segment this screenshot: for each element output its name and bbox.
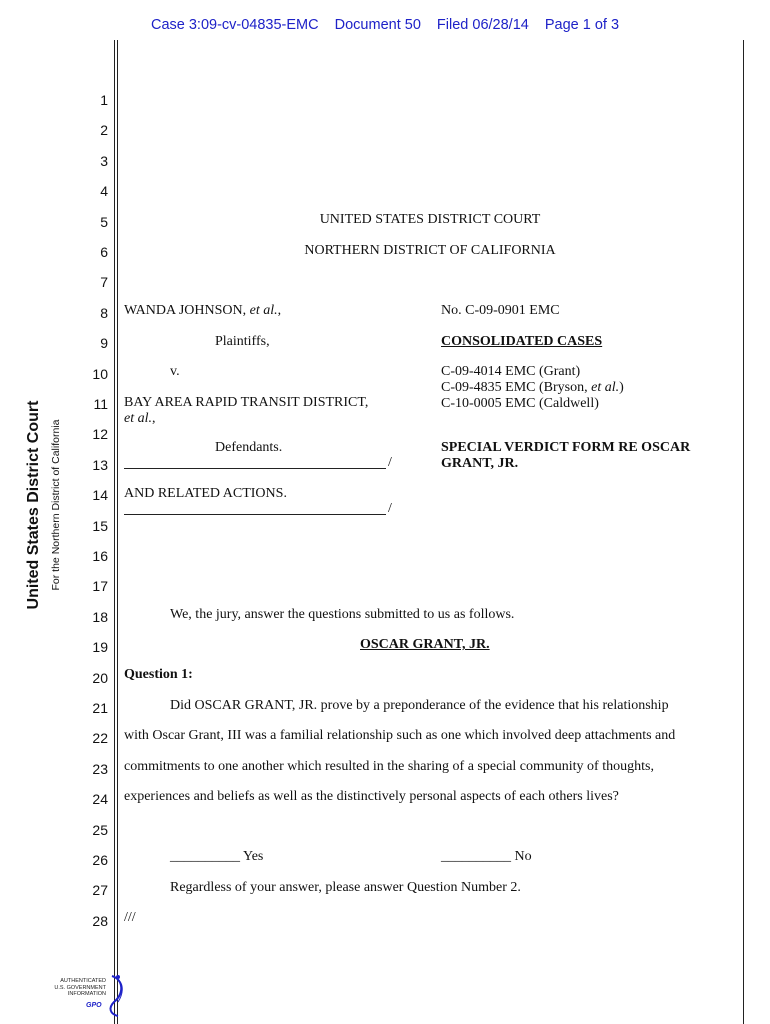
section-heading: OSCAR GRANT, JR. [360,637,490,652]
line-number: 24 [92,791,108,808]
gpo-logo-text: GPO [86,1002,102,1009]
left-margin-rule [114,40,115,1024]
question-text-line3: commitments to one another which resulted in the sharing of a special community of thoughts, [124,759,654,774]
line-number: 5 [100,213,108,230]
line-number: 25 [92,821,108,838]
document-title-line2: GRANT, JR. [441,456,519,471]
gpo-eagle-icon [40,972,130,1018]
line-number: 19 [92,639,108,656]
line-number: 11 [93,396,108,412]
left-margin-rule-inner [117,40,118,1024]
line-number: 22 [92,730,108,747]
sidebar-court-name: United States District Court [25,400,42,610]
versus: v. [170,364,180,379]
defendant-name: BAY AREA RAPID TRANSIT DISTRICT, [124,395,369,410]
jury-intro: We, the jury, answer the questions submitted to us as follows. [170,607,515,622]
instruction-text: Regardless of your answer, please answer Question Number 2. [170,880,521,895]
line-number: 10 [92,365,108,382]
defendants-label: Defendants. [215,440,283,455]
court-district: NORTHERN DISTRICT OF CALIFORNIA [304,243,556,258]
question-label: Question 1: [124,667,193,682]
line-number: 28 [92,912,108,929]
filed-date: Filed 06/28/14 [436,17,529,33]
line-number: 14 [92,487,108,504]
caption-slash: / [388,455,392,470]
line-number: 18 [92,608,108,625]
court-name: UNITED STATES DISTRICT COURT [319,212,541,227]
line-number: 17 [92,578,108,595]
no-label: No [514,849,532,864]
line-number: 21 [92,700,108,716]
related-case-1: C-09-4014 EMC (Grant) [441,364,581,379]
case-number-header: Case 3:09-cv-04835-EMC [150,17,319,33]
question-text-line2: with Oscar Grant, III was a familial relationship such as one which involved deep attachments and [124,728,676,743]
line-number: 1 [100,92,108,108]
related-case-3: C-10-0005 EMC (Caldwell) [441,396,599,411]
defendant-etal: et al., [124,411,156,426]
line-number: 26 [92,852,108,868]
line-number: 16 [92,548,108,564]
line-number: 27 [92,882,108,899]
consolidated-cases: CONSOLIDATED CASES [441,334,603,349]
yes-blank[interactable]: __________ [170,849,240,864]
question-text-line4: experiences and beliefs as well as the distinctively personal aspects of each others lives? [124,789,619,804]
question-text-line1: Did OSCAR GRANT, JR. prove by a preponderance of the evidence that his relationship [170,698,669,713]
line-number: 13 [92,456,108,473]
line-number: 23 [92,760,108,777]
plaintiff-name: WANDA JOHNSON, et al., [124,303,282,318]
document-title-line1: SPECIAL VERDICT FORM RE OSCAR [441,440,691,455]
line-number: 7 [100,274,108,291]
ecf-header [0,17,770,33]
line-number: 20 [92,669,108,686]
line-number: 8 [100,304,108,321]
right-margin-rule [743,40,744,1024]
related-rule [124,514,386,515]
document-number: Document 50 [334,17,421,33]
line-number: 9 [100,335,108,352]
line-number: 4 [100,183,108,200]
yes-label: Yes [242,849,264,864]
yes-answer[interactable] [170,849,263,864]
plaintiffs-label: Plaintiffs, [215,334,270,349]
line-number: 12 [92,426,108,443]
related-slash: / [388,501,392,516]
gpo-seal-text: AUTHENTICATED U.S. GOVERNMENT INFORMATION [54,978,106,997]
case-number: No. C-09-0901 EMC [441,303,560,318]
gpo-authentication-seal [40,972,130,1018]
line-number: 15 [92,517,108,534]
sidebar-district: For the Northern District of California [50,419,62,591]
line-number: 2 [100,122,108,139]
caption-rule [124,468,386,469]
page-indicator: Page 1 of 3 [544,17,620,33]
related-actions: AND RELATED ACTIONS. [124,486,287,501]
no-answer[interactable] [441,849,532,864]
line-number: 3 [100,152,108,169]
related-case-2: C-09-4835 EMC (Bryson, et al.) [441,380,624,395]
line-number: 6 [100,244,108,260]
continuation-mark: /// [124,910,136,925]
no-blank[interactable]: __________ [441,849,511,864]
